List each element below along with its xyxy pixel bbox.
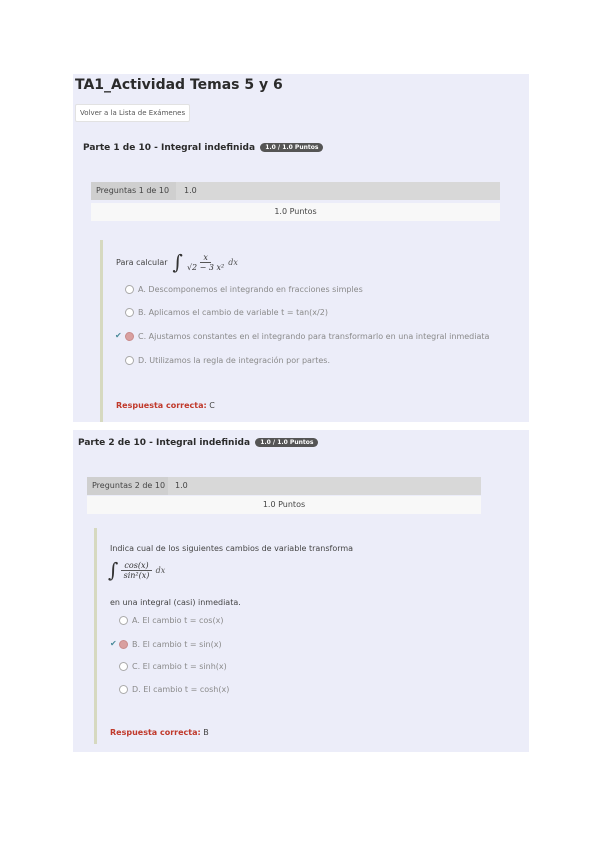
question-2-fraction — [121, 561, 151, 580]
part-1-heading — [83, 143, 323, 153]
integral-symbol: ∫ — [172, 250, 183, 274]
question-1-correct-answer — [116, 401, 215, 410]
option-c-label: C. Ajustamos constantes en el integrando para transformarlo en una integral inmediata — [138, 332, 490, 341]
option-a-label: A. El cambio t = cos(x) — [132, 616, 224, 625]
question-2-integral — [108, 558, 165, 582]
part-2-heading — [78, 438, 318, 448]
question-1-label: Preguntas 1 de 10 — [91, 182, 176, 200]
option-b-label: B. El cambio t = sin(x) — [132, 640, 222, 649]
question-2-prompt: Indica cual de los siguientes cambios de variable transforma — [110, 544, 354, 553]
option-d-label: D. El cambio t = cosh(x) — [132, 685, 230, 694]
option-d-radio[interactable] — [119, 685, 128, 694]
question-2-label: Preguntas 2 de 10 — [87, 477, 168, 495]
check-icon: ✔ — [110, 639, 117, 648]
question-2-denominator: sin²(x) — [123, 570, 150, 580]
question-1-option-a[interactable] — [125, 285, 363, 294]
question-2-option-d[interactable] — [119, 685, 229, 694]
option-b-radio[interactable] — [125, 308, 134, 317]
correct-answer-value: B — [203, 728, 209, 737]
correct-answer-label: Respuesta correcta: — [116, 401, 207, 410]
option-b-label: B. Aplicamos el cambio de variable t = tan(x/2) — [138, 308, 328, 317]
option-d-label: D. Utilizamos la regla de integración por partes. — [138, 356, 330, 365]
question-1-prompt-text: Para calcular — [116, 257, 168, 267]
question-2-score: 1.0 — [175, 481, 188, 490]
part-separator — [73, 422, 529, 430]
option-c-label: C. El cambio t = sinh(x) — [132, 662, 227, 671]
question-1-points: 1.0 Puntos — [91, 203, 500, 221]
question-1-prompt — [116, 250, 238, 274]
question-2-option-b[interactable] — [119, 640, 222, 649]
question-1-fraction — [187, 253, 224, 272]
question-1-numerator: x — [200, 253, 211, 263]
check-icon: ✔ — [115, 331, 122, 340]
question-1-indicator — [100, 240, 103, 422]
part-1-score-badge: 1.0 / 1.0 Puntos — [260, 143, 323, 152]
question-1-score: 1.0 — [184, 186, 197, 195]
option-a-radio[interactable] — [125, 285, 134, 294]
option-b-radio[interactable] — [119, 640, 128, 649]
exam-results-panel — [73, 74, 529, 752]
integral-symbol: ∫ — [108, 558, 119, 582]
question-2-option-c[interactable] — [119, 662, 227, 671]
question-2-points: 1.0 Puntos — [87, 496, 481, 514]
question-1-differential: dx — [228, 257, 238, 267]
page-title: TA1_Actividad Temas 5 y 6 — [75, 77, 283, 93]
part-1-title: Parte 1 de 10 - Integral indefinida — [83, 143, 256, 153]
option-a-label: A. Descomponemos el integrando en fracciones simples — [138, 285, 363, 294]
correct-answer-value: C — [209, 401, 215, 410]
correct-answer-label: Respuesta correcta: — [110, 728, 201, 737]
question-2-prompt-suffix: en una integral (casi) inmediata. — [110, 598, 241, 607]
part-2-title: Parte 2 de 10 - Integral indefinida — [78, 438, 251, 448]
option-c-radio[interactable] — [125, 332, 134, 341]
question-1-option-c[interactable] — [125, 332, 489, 341]
option-c-radio[interactable] — [119, 662, 128, 671]
question-1-denominator: √2 − 3 x² — [186, 262, 225, 272]
question-2-differential: dx — [155, 565, 166, 575]
option-a-radio[interactable] — [119, 616, 128, 625]
question-2-bar — [87, 477, 481, 495]
question-1-option-b[interactable] — [125, 308, 328, 317]
question-1-bar — [91, 182, 500, 200]
question-2-indicator — [94, 528, 97, 744]
question-2-numerator: cos(x) — [121, 561, 151, 571]
part-2-score-badge: 1.0 / 1.0 Puntos — [255, 438, 318, 447]
question-1-option-d[interactable] — [125, 356, 330, 365]
question-2-correct-answer — [110, 728, 209, 737]
question-2-option-a[interactable] — [119, 616, 223, 625]
option-d-radio[interactable] — [125, 356, 134, 365]
back-to-exams-button[interactable]: Volver a la Lista de Exámenes — [75, 104, 190, 122]
